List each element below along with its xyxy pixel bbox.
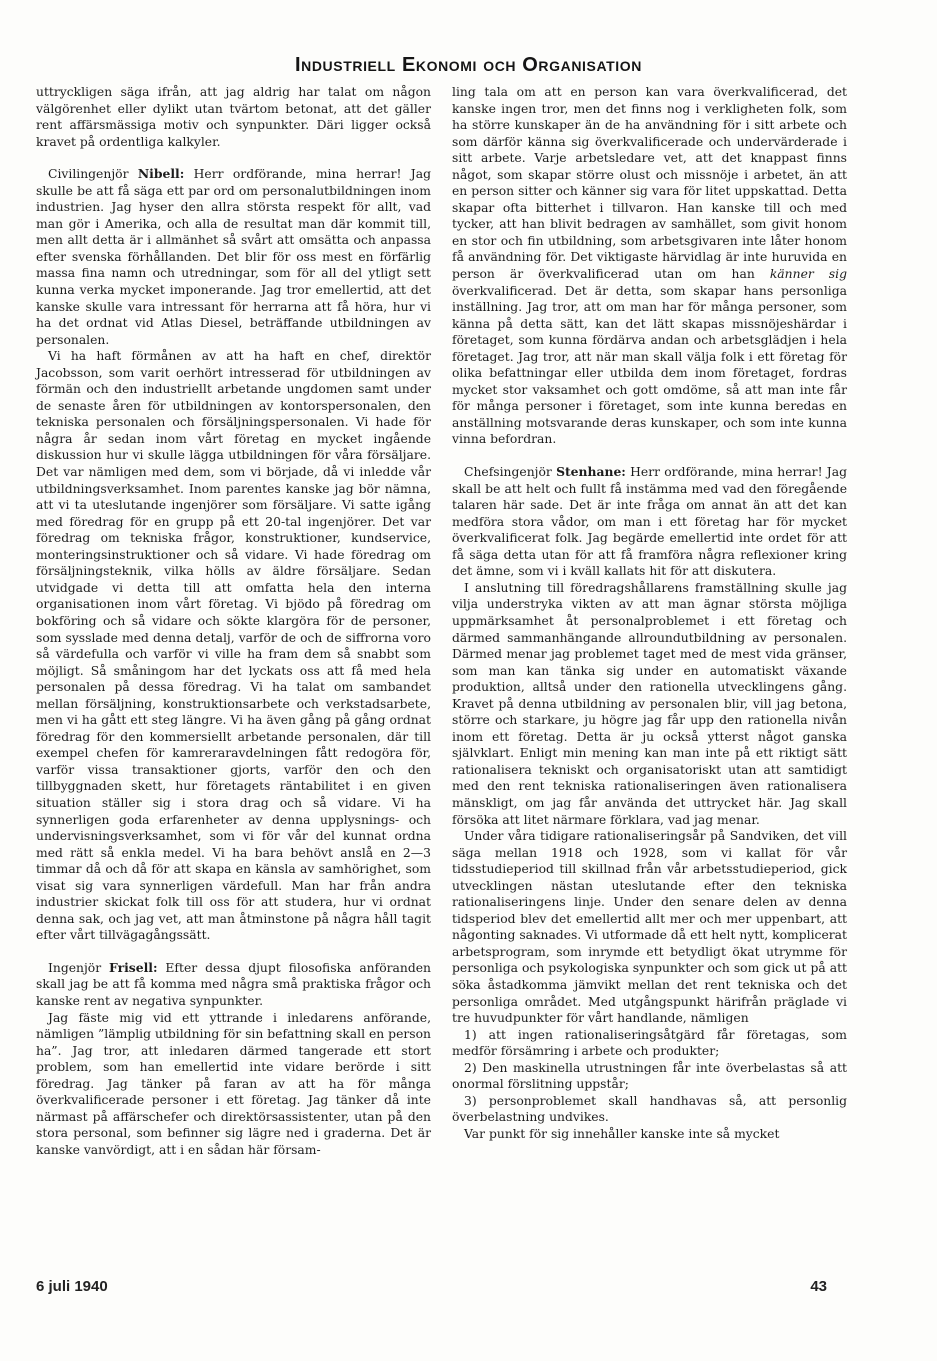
paragraph bbox=[452, 84, 847, 448]
emphasis-text: känner sig bbox=[769, 267, 847, 282]
speaker-name: Nibell: bbox=[137, 166, 185, 182]
issue-date: 6 juli 1940 bbox=[36, 1278, 108, 1295]
list-item: 1) att ingen rationaliseringsåtgärd får företagas, som medför försämring i arbete och produkter; bbox=[452, 1027, 847, 1059]
paragraph-text: överkvalificerad. Det är detta, som skapar hans personliga inställning. Jag tror, att om man har för många personer, som känna på detta sätt, kan det lätt skapas missnöjeshärdar i företaget, som kunna fördärva andan och arbetsglädjen i hela företaget. Jag tror, att när man skall välja folk i ett företag för olika befattningar eller utbilda dem inom företaget, fordras mycket stor vaksamhet och gott omdöme, så att man inte får för många personer i företaget, som inte kunna beredas en anställning motsvarande deras kunskaper, och som inte kunna vinna befordran. bbox=[452, 283, 847, 447]
list-item: 3) personproblemet skall handhavas så, att personlig överbelastning undvikes. bbox=[452, 1093, 847, 1125]
speaker-title: Chefsingenjör bbox=[464, 465, 557, 480]
page-number: 43 bbox=[810, 1278, 827, 1295]
running-header: Industriell Ekonomi och Organisation bbox=[294, 54, 642, 76]
paragraph-text: ling tala om att en person kan vara överkvalificerad, det kanske ingen tror, men det finns nog i verkligheten folk, som ha större kunskaper än de ha användning för i sitt arbete och som därför känna sig överkvalificerade och undervärderade i sitt arbete. Varje arbetsledare vet, att det knappast finns något, som skapar större olust och missnöje i arbetet, än att en person sitter och känner sig vara för litet uppskattad. Detta skapar ofta bitterhet i tillvaron. Han kanske till och med tycker, att han blivit bedragen av samhället, som givit honom en stor och fin utbildning, som arbetsgivaren inte låter honom få användning för. Det viktigaste härvidlag är inte huruvida en person är överkvalificerad utan om han bbox=[452, 85, 847, 282]
paragraph bbox=[452, 464, 847, 580]
paragraph: uttryckligen säga ifrån, att jag aldrig har talat om någon välgörenhet eller dylikt utan tvärtom betonat, att det gäller rent affärsmässiga motiv och synpunkter. Däri ligger också kravet på ordentliga kalkyler. bbox=[36, 85, 431, 149]
speaker-name: Stenhane: bbox=[556, 464, 626, 480]
speaker-title: Ingenjör bbox=[48, 960, 110, 975]
paragraph: Vi ha haft förmånen av att ha haft en chef, direktör Jacobsson, som varit oerhört intresserad för utbildningen av förmän och den industriellt arbetande ungdomen samt under de senaste åren för utbildningen av kontorspersonalen, den tekniska personalen och försäljningspersonalen. Vi hade för några år sedan inom vårt företag en mycket ingående diskussion hur vi skulle lägga utbildningen för våra försäljare. Det var nämligen med dem, som vi började, då vi inledde vår utbildningsverksamhet. Inom parentes kanske jag bör nämna, att vi ta uteslutande ingenjörer som försäljare. Vi satte igång med föredrag för en grupp på ett 20-tal ingenjörer. Det var föredrag om tekniska frågor, konstruktioner, kundservice, monteringsinstruktioner och så vidare. Vi hade föredrag om försäljningsteknik, vilka hölls av äldre försäljare. Sedan utvidgade vi detta till att omfatta hela den interna organisationen inom vårt företag. Vi bjödo på föredrag om bokföring och så vidare och sökte klargöra för de personer, som sysslade med denna detalj, varför de och de siffrorna voro så värdefulla och varför vi ville ha fram dem så snabbt som möjligt. Så småningom har det lyckats oss att få med hela personalen på dessa föredrag. Vi ha talat om sambandet mellan försäljning, konstruktionsarbete och verkstadsarbete, men vi ha gått ett steg längre. Vi ha även gång på gång ordnat föredrag för den kommersiellt arbetande personalen, där till exempel chefen för kamreraravdelningen fått redogöra för, varför vissa transaktioner gjorts, varför den och den tillbyggnaden skett, hur företagets räntabilitet i en given situation ställer sig i stora drag och så vidare. Vi ha synnerligen goda erfarenheter av denna upplysnings- och undervisningsverksamhet, som vi för vår del kunnat ordna med rätt så enkla medel. Vi ha bara behövt anslå en 2—3 timmar då och då för att skapa en känsla av samhörighet, som visat sig vara synnerligen värdefull. Man har från andra industrier skickat folk till oss för att studera, hur vi ordnat denna sak, och jag vet, att man åtminstone på några håll tagit efter vårt tillvägagångssätt. bbox=[36, 349, 431, 943]
paragraph-text: Herr ordförande, mina herrar! Jag skulle be att få säga ett par ord om personalutbildningen inom industrien. Jag hyser den allra största respekt för allt, vad man gör i Amerika, och alla de resultat man där kommit till, men allt detta är i allmänhet så svårt att omsätta och anpassa efter svenska förhållanden. Det blir för oss mest en förfärlig massa fina namn och utredningar, som för all del ytligt sett kunna verka mycket imponerande. Jag tror emellertid, att det kanske skulle vara intressant för herrarna att få höra, hur vi ha det ordnat vid Atlas Diesel, beträffande utbildningen av personalen. bbox=[36, 167, 432, 347]
paragraph bbox=[36, 166, 431, 348]
paragraph-text: Herr ordförande, mina herrar! Jag skall be att helt och fullt få instämma med vad den föregående talaren här sade. Det är inte fråga om annat än att det kan medföra stora vådor, om man i ett företag har för mycket överkvalificerat folk. Jag begärde emellertid inte ordet för att få säga detta utan för att få framföra några reflexioner kring det ämne, som vi i kväll kallats hit för att diskutera. bbox=[452, 465, 847, 579]
right-column bbox=[452, 84, 847, 1142]
paragraph: Var punkt för sig innehåller kanske inte så mycket bbox=[464, 1126, 780, 1141]
list-item: 2) Den maskinella utrustningen får inte överbelastas så att onormal förslitning uppstår; bbox=[452, 1060, 847, 1092]
paragraph: Jag fäste mig vid ett yttrande i inledarens anförande, nämligen ”lämplig utbildning för sin befattning skall en person ha”. Jag tror, att inledaren därmed tangerade ett stort problem, som han emellertid inte vidare berörde i sitt föredrag. Jag tänker på faran av att ha för många överkvalificerade personer i ett företag. Jag tänker då inte närmast på affärschefer och direktörsassistenter, utan på den stora personal, som befinner sig lägre ned i graderna. Det är kanske vanvördigt, att i en sådan här försam- bbox=[36, 1010, 431, 1157]
paragraph: I anslutning till föredragshållarens framställning skulle jag vilja understryka vikten av att man ägnar största möjliga uppmärksamhet åt personalproblemet i ett företag och därmed sammanhängande allroundutbildning av personalen. Därmed menar jag problemet taget med de mest vida gränser, som man kan tänka sig under en automatiskt växande produktion, alltså under den rationella utvecklingens gång. Kravet på denna utbildning av personalen blir, vill jag betona, större och starkare, ju högre jag får upp den rationella nivån inom ett företag. Detta är ju också ytterst något ganska självklart. Enligt min mening kan man inte på ett riktigt sätt rationalisera tekniskt och organisatoriskt utan att samtidigt med den rent tekniska rationaliseringen även rationalisera mänskligt, om jag får använda det uttrycket här. Jag skall försöka att litet närmare förklara, vad jag menar. bbox=[452, 580, 847, 827]
paragraph-text: Efter dessa djupt filosofiska anföranden skall jag be att få komma med några små praktiska frågor och kanske rent av negativa synpunkter. bbox=[36, 960, 431, 1008]
speaker-title: Civilingenjör bbox=[48, 167, 138, 182]
paragraph bbox=[36, 960, 431, 1010]
left-column bbox=[36, 84, 431, 1158]
speaker-name: Frisell: bbox=[109, 959, 158, 975]
paragraph: Under våra tidigare rationaliseringsår på Sandviken, det vill säga mellan 1918 och 1928, som vi kallat för vår tidsstudieperiod till skillnad från vår arbetsstudieperiod, gick utvecklingen nästan uteslutande efter den tekniska rationaliseringens linje. Under den senare delen av denna tidsperiod blev det emellertid allt mer och mer uppenbart, att någonting saknades. Vi utformade då ett helt nytt, komplicerat arbetsprogram, som inrymde ett betydligt ökat utrymme för personliga och psykologiska synpunkter och som gick ut på att söka åstadkomma jämvikt mellan det rent tekniska och det personliga området. Med utgångspunkt härifrån präglade vi tre huvudpunkter för vårt handlande, nämligen bbox=[452, 829, 847, 1026]
